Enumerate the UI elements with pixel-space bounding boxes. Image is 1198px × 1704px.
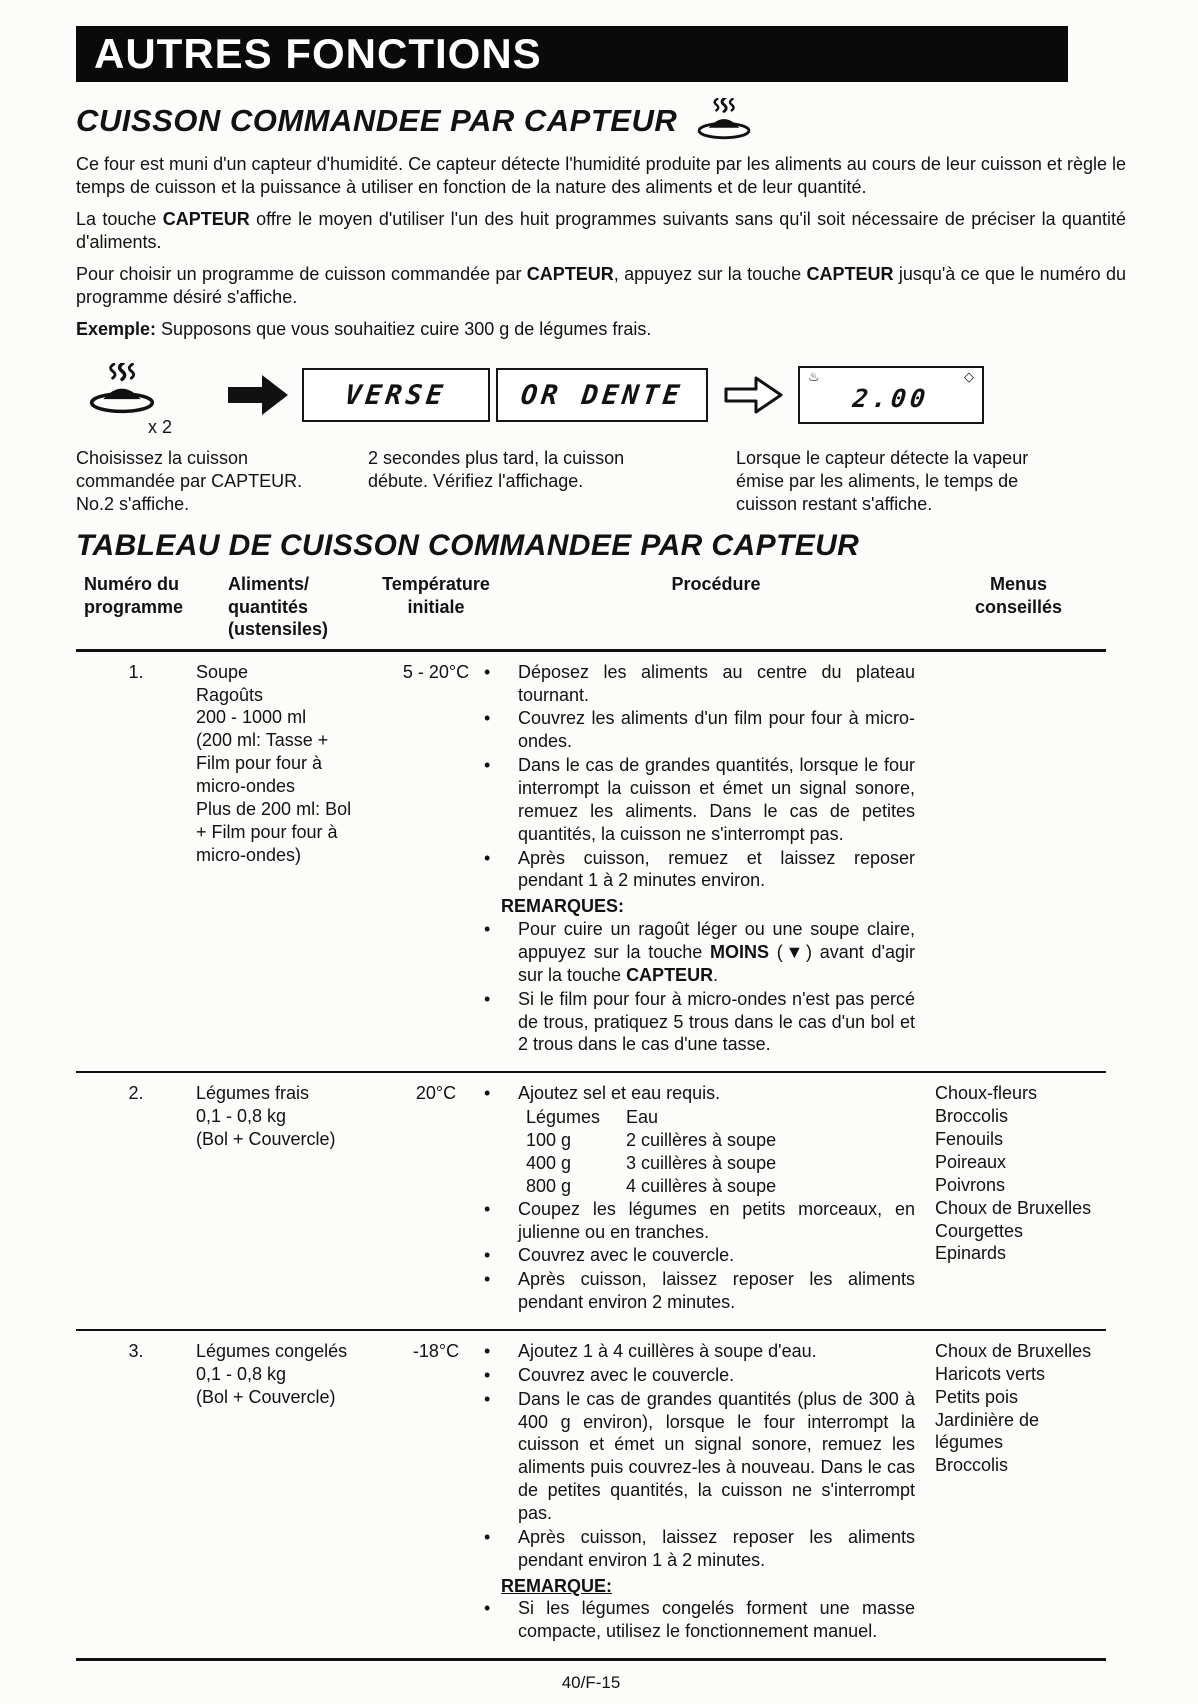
intro-paragraph-3 <box>76 263 1126 309</box>
text: 0,1 - 0,8 kg <box>196 1106 287 1127</box>
text-line <box>163 209 250 229</box>
initial-temperature-cell: 5 - 20°C <box>402 661 470 682</box>
page-number: 40/F-15 <box>561 1673 621 1693</box>
text: Soupe <box>196 661 249 682</box>
text-line <box>935 1242 1106 1265</box>
text: micro-ondes) <box>196 844 302 865</box>
text: Si les légumes congelés forment une masse compacte, utilisez le fonctionnement manuel. <box>518 1598 915 1642</box>
bullet-item <box>501 707 915 753</box>
quantity-row <box>501 1152 915 1175</box>
text-line <box>76 264 527 284</box>
text: (ustensiles) <box>228 619 329 640</box>
text: initiale <box>407 596 465 617</box>
text: 4 cuillères à soupe <box>626 1175 777 1196</box>
text: Choux de Bruxelles <box>935 1340 1092 1361</box>
text: Dans le cas de grandes quantités (plus de 300 à 400 g environ), lorsque le four interrompt la cuisson et émet un signal sonore, remuez les aliments puis couvrez-les à nouveau. Dans le cas de petites quantités, la cuisson ne s'interrompt pas. <box>518 1388 915 1523</box>
text: Déposez les aliments au centre du plateau tournant. <box>518 661 915 705</box>
text-line <box>935 1151 1106 1174</box>
page-header-banner <box>76 26 1068 82</box>
steam-indicator-icon: ♨ <box>808 369 820 385</box>
text: Après cuisson, laissez reposer les aliments pendant environ 2 minutes. <box>518 1269 915 1313</box>
diagram-caption-3: Lorsque le capteur détecte la vapeur émise par les aliments, le temps de cuisson restant s'affiche. <box>736 448 1029 514</box>
text-line <box>84 596 196 619</box>
text: La touche <box>76 209 163 230</box>
text: Ajoutez 1 à 4 cuillères à soupe d'eau. <box>518 1340 817 1361</box>
text-line <box>84 573 196 596</box>
procedure-cell <box>501 1340 931 1644</box>
text: Légumes congelés <box>196 1340 348 1361</box>
text: (Bol + Couvercle) <box>196 1386 336 1407</box>
bullet-item <box>501 847 915 893</box>
text: Jardinière de légumes <box>935 1409 1040 1453</box>
text-line <box>76 209 163 229</box>
text-line <box>807 264 894 284</box>
display-indicators <box>808 370 974 384</box>
column-header-initial-temperature <box>371 573 501 641</box>
text: Aliments/ <box>228 574 310 595</box>
display-time-text: 2.00 <box>851 384 931 414</box>
text-line <box>501 573 931 596</box>
text: Pour choisir un programme de cuisson commandée par <box>76 264 527 285</box>
text-line <box>931 573 1106 596</box>
text: Si le film pour four à micro-ondes n'est pas percé de trous, pratiquez 5 trous dans le cas d'un bol et 2 trous dans le cas d'une tasse. <box>518 988 915 1055</box>
program-number-cell: 3. <box>128 1340 144 1361</box>
text: Dans le cas de grandes quantités, lorsque le four interrompt la cuisson et émet un signal sonore, remuez les aliments. Dans le cas de petites quantités, la cuisson ne s'interrompt pas. <box>518 755 915 844</box>
oven-display-ordente <box>496 368 708 422</box>
sensor-steam-icon <box>693 98 755 144</box>
quantity-row <box>501 1106 915 1129</box>
text: Après cuisson, remuez et laissez reposer pendant 1 à 2 minutes environ. <box>518 847 915 891</box>
bold-text: CAPTEUR <box>526 264 614 285</box>
text-line <box>935 1128 1106 1151</box>
table-row-soupe <box>76 649 1106 1072</box>
bullet-item <box>501 918 915 987</box>
solid-arrow-icon <box>226 372 290 418</box>
diagram-caption-2: 2 secondes plus tard, la cuisson débute. Vérifiez l'affichage. <box>368 448 625 491</box>
text-line <box>76 154 1126 197</box>
bullet-item <box>501 1388 915 1525</box>
text: Choux de Bruxelles <box>935 1197 1092 1218</box>
text-line <box>228 618 371 641</box>
bullet-item <box>501 1198 915 1244</box>
table-title: TABLEAU DE CUISSON COMMANDEE PAR CAPTEUR <box>76 529 860 563</box>
text: Légumes frais <box>196 1083 310 1104</box>
text: Courgettes <box>935 1220 1024 1241</box>
bold-text: Exemple: <box>76 319 157 340</box>
text-line <box>196 661 371 684</box>
text-line <box>196 821 371 844</box>
program-number-cell: 1. <box>128 661 144 682</box>
bullet-item <box>501 1082 915 1105</box>
capteur-sensor-icon <box>82 363 162 419</box>
text-line <box>196 1105 371 1128</box>
suggested-menus-cell <box>931 661 1106 1058</box>
quantity-row <box>501 1129 915 1152</box>
text: Supposons que vous souhaitiez cuire 300 g de légumes frais. <box>156 319 652 340</box>
text: Plus de 200 ml: Bol <box>196 798 352 819</box>
section-title-row <box>76 98 1132 144</box>
column-header-food-quantities <box>196 573 371 641</box>
text: Choux-fleurs <box>935 1083 1038 1104</box>
press-count-label: x 2 <box>148 416 173 437</box>
text: quantités <box>228 596 309 617</box>
text: + Film pour four à <box>196 821 338 842</box>
text: Température <box>382 574 490 595</box>
food-quantities-cell <box>196 661 371 1058</box>
text: Menus <box>989 574 1047 595</box>
note-heading <box>501 895 915 918</box>
text: Couvrez les aliments d'un film pour four à micro-ondes. <box>518 708 915 752</box>
outline-arrow-icon <box>722 372 786 418</box>
text: Couvrez avec le couvercle. <box>518 1364 735 1385</box>
bullet-item <box>501 1340 915 1363</box>
text: Poivrons <box>935 1174 1006 1195</box>
column-header-procedure <box>501 573 931 641</box>
suggested-menus-cell <box>931 1340 1106 1644</box>
text: jusqu'à ce que le numéro du programme désiré s'affiche. <box>76 264 1127 308</box>
text-line <box>196 844 371 867</box>
text-line <box>228 573 371 596</box>
display-text: OR DENTE <box>519 379 685 411</box>
oven-display-time <box>798 366 984 424</box>
text-line <box>76 319 156 339</box>
column-header-suggested-menus <box>931 573 1106 641</box>
text: 200 - 1000 ml <box>196 707 307 728</box>
text-line <box>935 1386 1106 1409</box>
text-line <box>196 1128 371 1151</box>
text: REMARQUES: <box>501 896 625 917</box>
bold-text: MOINS <box>710 942 770 963</box>
text: programme <box>84 596 184 617</box>
text: 100 g <box>526 1130 572 1151</box>
text: offre le moyen d'utiliser l'un des huit programmes suivants sans qu'il soit nécessaire de préciser la quantité d'aliments. <box>76 209 1126 253</box>
text-line <box>935 1174 1106 1197</box>
text: Ajoutez sel et eau requis. <box>518 1083 721 1104</box>
text: Couvrez avec le couvercle. <box>518 1245 735 1266</box>
text: Procédure <box>671 574 761 595</box>
procedure-cell <box>501 1082 931 1315</box>
procedure-cell <box>501 661 931 1058</box>
text-line <box>614 264 807 284</box>
bullet-item <box>501 661 915 707</box>
sensor-key-block <box>76 363 226 438</box>
table-row-legumes-congeles <box>76 1329 1106 1658</box>
text: 2 cuillères à soupe <box>626 1130 777 1151</box>
example-line <box>76 318 1126 341</box>
text: Poireaux <box>935 1151 1007 1172</box>
text-line <box>196 684 371 707</box>
text: Film pour four à <box>196 753 323 774</box>
food-quantities-cell <box>196 1082 371 1315</box>
text: . <box>713 964 719 985</box>
bullet-item <box>501 1268 915 1314</box>
sensor-example-diagram <box>76 357 1132 443</box>
text-line <box>935 1363 1106 1386</box>
text-line <box>156 319 651 339</box>
text: Fenouils <box>935 1129 1004 1150</box>
bullet-item <box>501 988 915 1057</box>
text-line <box>196 1386 371 1409</box>
text: Eau <box>626 1107 659 1128</box>
text: (200 ml: Tasse + <box>196 730 329 751</box>
display-text: VERSE <box>343 379 449 411</box>
text-line <box>371 596 501 619</box>
text-line <box>196 752 371 775</box>
text-line <box>935 1082 1106 1105</box>
text-line <box>371 573 501 596</box>
bullet-item <box>501 754 915 845</box>
text: REMARQUE: <box>501 1575 612 1596</box>
text: 800 g <box>526 1175 572 1196</box>
text: Pour cuire un ragoût léger ou une soupe claire, appuyez sur la touche <box>518 919 915 963</box>
text-line <box>935 1409 1106 1455</box>
table-row-legumes-frais <box>76 1071 1106 1329</box>
bullet-item <box>501 1597 915 1643</box>
note-heading <box>501 1575 915 1598</box>
column-header-program-number <box>76 573 196 641</box>
text-line <box>228 596 371 619</box>
bullet-item <box>501 1526 915 1572</box>
text-line <box>935 1220 1106 1243</box>
text: Coupez les légumes en petits morceaux, en julienne ou en tranches. <box>518 1198 915 1242</box>
oven-display-verse <box>302 368 490 422</box>
text: Ragoûts <box>196 684 264 705</box>
text: (Bol + Couvercle) <box>196 1129 336 1150</box>
food-quantities-cell <box>196 1340 371 1644</box>
text: micro-ondes <box>196 776 296 797</box>
bold-text: CAPTEUR <box>806 264 894 285</box>
quantity-row <box>501 1175 915 1198</box>
diagram-captions <box>76 447 1132 515</box>
bullet-item <box>501 1244 915 1267</box>
text-line <box>196 1082 371 1105</box>
bold-text: CAPTEUR <box>162 209 250 230</box>
text: Petits pois <box>935 1386 1019 1407</box>
text: (▼) avant d'agir sur la touche <box>518 942 915 985</box>
diamond-indicator-icon: ◇ <box>964 369 974 385</box>
text-line <box>196 1363 371 1386</box>
text-line <box>935 1340 1106 1363</box>
text-line <box>935 1197 1106 1220</box>
table-header-row <box>76 573 1106 649</box>
text: Broccolis <box>935 1455 1009 1476</box>
text-line <box>196 706 371 729</box>
text-line <box>196 775 371 798</box>
text: Ce four est muni d'un capteur d'humidité. Ce capteur détecte l'humidité produite par les aliments au cours de leur cuisson et règle le temps de cuisson et la puissance à utiliser en fonction de la nature des aliments et de leur quantité. <box>76 154 1126 198</box>
diagram-caption-1: Choisissez la cuisson commandée par CAPTEUR. No.2 s'affiche. <box>76 448 303 514</box>
sensor-cooking-table <box>76 573 1106 1661</box>
initial-temperature-cell: -18°C <box>412 1340 460 1361</box>
text-line <box>196 1340 371 1363</box>
intro-paragraph-2 <box>76 208 1126 254</box>
text: 3 cuillères à soupe <box>626 1152 777 1173</box>
text: conseillés <box>974 596 1063 617</box>
text: Numéro du <box>84 574 180 595</box>
text: , appuyez sur la touche <box>613 264 807 285</box>
text-line <box>196 798 371 821</box>
text: Broccolis <box>935 1106 1009 1127</box>
text: 400 g <box>526 1152 572 1173</box>
text: Epinards <box>935 1243 1007 1264</box>
initial-temperature-cell: 20°C <box>415 1083 457 1104</box>
suggested-menus-cell <box>931 1082 1106 1315</box>
bold-text: CAPTEUR <box>626 964 714 985</box>
text-line <box>935 1454 1106 1477</box>
text: Légumes <box>526 1107 601 1128</box>
program-number-cell: 2. <box>128 1083 144 1104</box>
bullet-item <box>501 1364 915 1387</box>
text: Après cuisson, laissez reposer les aliments pendant environ 1 à 2 minutes. <box>518 1526 915 1570</box>
section-title: CUISSON COMMANDEE PAR CAPTEUR <box>76 103 678 138</box>
text: 0,1 - 0,8 kg <box>196 1363 287 1384</box>
text-line <box>196 729 371 752</box>
text: Haricots verts <box>935 1363 1046 1384</box>
intro-paragraph-1 <box>76 153 1126 199</box>
page-title: AUTRES FONCTIONS <box>94 30 542 77</box>
text-line <box>931 596 1106 619</box>
text-line <box>527 264 614 284</box>
text-line <box>935 1105 1106 1128</box>
